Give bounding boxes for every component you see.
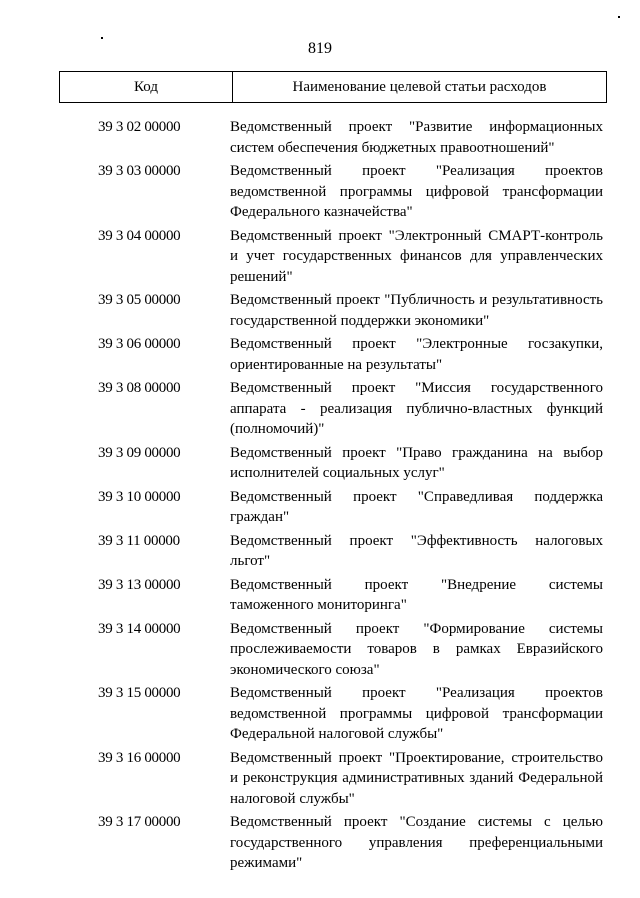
row-code: 39 3 02 00000 xyxy=(98,119,181,135)
row-name: Ведомственный проект "Публичность и результативность государственной поддержки экономики" xyxy=(230,292,603,329)
table-header xyxy=(59,71,607,103)
row-code: 39 3 16 00000 xyxy=(98,749,181,766)
table-row xyxy=(0,443,640,484)
row-name: Ведомственный проект "Внедрение системы таможенного мониторинга" xyxy=(230,576,603,613)
row-code: 39 3 04 00000 xyxy=(98,227,181,244)
scan-speck xyxy=(618,16,620,18)
row-code: 39 3 14 00000 xyxy=(98,620,181,637)
row-code: 39 3 17 00000 xyxy=(98,814,181,830)
table-row xyxy=(0,161,640,223)
header-code-column: Код xyxy=(60,72,233,102)
header-name-column: Наименование целевой статьи расходов xyxy=(292,78,547,95)
row-code: 39 3 11 00000 xyxy=(98,532,180,549)
table-row xyxy=(0,531,640,572)
table-row xyxy=(0,619,640,681)
table-row xyxy=(0,683,640,745)
table-row xyxy=(0,117,640,158)
table-row xyxy=(0,378,640,440)
table-row xyxy=(0,487,640,528)
table-row xyxy=(0,812,640,874)
row-code: 39 3 15 00000 xyxy=(98,685,181,701)
table-row xyxy=(0,575,640,616)
scan-speck xyxy=(101,37,103,39)
row-name: Ведомственный проект "Развитие информационных систем обеспечения бюджетных правоотношений" xyxy=(230,119,603,156)
row-name: Ведомственный проект "Электронный СМАРТ-контроль и учет государственных финансов для управленческих решений" xyxy=(230,227,603,285)
row-name: Ведомственный проект "Проектирование, строительство и реконструкция административных зданий Федеральной налоговой службы" xyxy=(230,749,603,807)
expense-items-list xyxy=(0,117,640,877)
row-code: 39 3 03 00000 xyxy=(98,163,181,179)
row-code: 39 3 13 00000 xyxy=(98,576,181,593)
row-name: Ведомственный проект "Право гражданина на выбор исполнителей социальных услуг" xyxy=(230,444,603,481)
row-name: Ведомственный проект "Реализация проектов ведомственной программы цифровой трансформации Федерального казначейства" xyxy=(230,163,603,220)
table-row xyxy=(0,290,640,331)
row-code: 39 3 09 00000 xyxy=(98,444,181,461)
row-name: Ведомственный проект "Электронные госзакупки, ориентированные на результаты" xyxy=(230,336,603,373)
row-name: Ведомственный проект "Миссия государственного аппарата - реализация публично-властных функций (полномочий)" xyxy=(230,380,603,437)
row-code: 39 3 06 00000 xyxy=(98,336,181,352)
page-number: 819 xyxy=(308,40,332,57)
table-row xyxy=(0,334,640,375)
row-name: Ведомственный проект "Эффективность налоговых льгот" xyxy=(230,532,603,569)
row-name: Ведомственный проект "Создание системы с целью государственного управления преференциальными режимами" xyxy=(230,814,603,871)
table-row xyxy=(0,226,640,288)
row-code: 39 3 05 00000 xyxy=(98,292,181,308)
row-code: 39 3 10 00000 xyxy=(98,488,181,505)
row-name: Ведомственный проект "Реализация проектов ведомственной программы цифровой трансформации Федеральной налоговой службы" xyxy=(230,685,603,742)
row-name: Ведомственный проект "Формирование системы прослеживаемости товаров в рамках Евразийского экономического союза" xyxy=(230,620,603,678)
row-name: Ведомственный проект "Справедливая поддержка граждан" xyxy=(230,488,603,525)
table-row xyxy=(0,748,640,810)
row-code: 39 3 08 00000 xyxy=(98,380,181,396)
